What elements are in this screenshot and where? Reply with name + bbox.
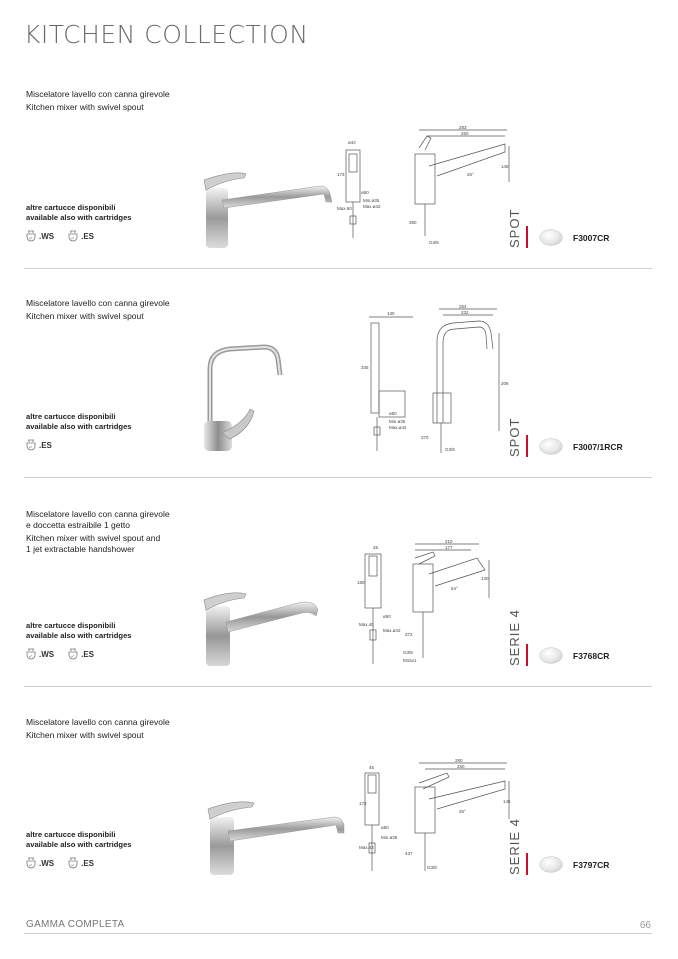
cartridge-icon (66, 229, 80, 243)
technical-drawing (349, 303, 514, 455)
cartridge-icon (66, 647, 80, 661)
dimension-label: 283 (459, 125, 467, 130)
cartridges-label-italian: altre cartucce disponibili (26, 830, 116, 839)
faucet-photo (194, 335, 304, 459)
footer-divider (24, 933, 652, 934)
cartridges-label-italian: altre cartucce disponibili (26, 203, 116, 212)
dimension-label: Max.ø42 (389, 425, 407, 430)
cartridge-icon (24, 856, 38, 870)
dimension-label: Min.ø35 (381, 835, 398, 840)
series-label: SPOT (507, 417, 522, 457)
dimension-label: 145 (501, 164, 509, 169)
dimension-label: 372 (405, 632, 413, 637)
cartridges-label-english: available also with cartridges (26, 422, 132, 431)
cartridge-options (24, 647, 94, 661)
cartridge-options (24, 229, 94, 243)
dimension-label: 280 (455, 758, 463, 763)
description-italian: Miscelatore lavello con canna girevole (26, 89, 170, 99)
product-section (24, 687, 652, 896)
cartridge-option (24, 438, 52, 452)
cartridge-code: .WS (39, 649, 55, 659)
description-english: Kitchen mixer with swivel spout (26, 730, 144, 740)
dimension-label: Min.ø35 (389, 419, 406, 424)
description-italian: Miscelatore lavello con canna girevole e doccetta estraibile 1 getto (26, 509, 170, 530)
cartridge-options (24, 438, 52, 452)
dimension-label: 250 (457, 764, 465, 769)
cartridge-options (24, 856, 94, 870)
cartridge-code: .ES (81, 649, 95, 659)
dimension-label: ø50 (389, 411, 397, 416)
cartridges-label-italian: altre cartucce disponibili (26, 412, 116, 421)
cartridges-label-english: available also with cartridges (26, 631, 132, 640)
chrome-finish-swatch (540, 648, 562, 663)
series-accent-bar (526, 853, 528, 875)
dimension-label: 130 (481, 576, 489, 581)
dimension-label: Max.60 (337, 206, 352, 211)
cartridges-label-italian: altre cartucce disponibili (26, 621, 116, 630)
cartridge-option (66, 647, 94, 661)
series-accent-bar (526, 435, 528, 457)
faucet-photo (194, 160, 344, 250)
page-title: KITCHEN COLLECTION (24, 20, 309, 49)
cartridge-icon (24, 647, 38, 661)
faucet-photo (194, 586, 324, 668)
series-label: SPOT (507, 208, 522, 248)
cartridges-label-english: available also with cartridges (26, 840, 132, 849)
product-section (24, 478, 652, 687)
dimension-label: 210 (445, 539, 453, 544)
dimension-label: 173 (359, 801, 367, 806)
dimension-label: Max.ø42 (363, 204, 381, 209)
series-accent-bar (526, 226, 528, 248)
dimension-label: 177 (445, 545, 453, 550)
product-code: F3007CR (573, 233, 610, 243)
description-english: Kitchen mixer with swivel spout (26, 311, 144, 321)
cartridge-icon (66, 856, 80, 870)
chrome-finish-swatch (540, 857, 562, 872)
description-english: Kitchen mixer with swivel spout (26, 102, 144, 112)
cartridge-option (24, 647, 54, 661)
dimension-label: 180 (357, 580, 365, 585)
series-accent-bar (526, 644, 528, 666)
series-label: SERIE 4 (507, 818, 522, 875)
description-italian: Miscelatore lavello con canna girevole (26, 717, 170, 727)
dimension-label: 437 (405, 851, 413, 856)
dimension-label: G3/8 (445, 447, 455, 452)
technical-drawing (329, 125, 509, 254)
dimension-label: Max.40 (359, 622, 374, 627)
technical-drawing (329, 759, 511, 875)
dimension-label: 254 (459, 304, 467, 309)
description-english: Kitchen mixer with swivel spout and 1 jet extractable handshower (26, 533, 161, 554)
dimension-label: ø50 (383, 614, 391, 619)
dimension-label: 206 (501, 381, 509, 386)
page-number: 66 (639, 920, 651, 931)
dimension-label: G3/8 (403, 650, 413, 655)
product-section (24, 60, 652, 269)
dimension-label: ø50 (361, 190, 369, 195)
dimension-label: Max.ø42 (383, 628, 401, 633)
dimension-label: 232 (461, 310, 469, 315)
cartridge-code: .WS (39, 858, 55, 868)
dimension-label: 54° (451, 586, 458, 591)
product-section (24, 269, 652, 478)
cartridge-icon (24, 229, 38, 243)
technical-drawing (329, 540, 497, 670)
cartridges-label-english: available also with cartridges (26, 213, 132, 222)
cartridge-option (24, 229, 54, 243)
dimension-label: G3/8 (429, 240, 439, 245)
dimension-label: 370 (421, 435, 429, 440)
product-code: F3797CR (573, 860, 610, 870)
cartridge-code: .WS (39, 231, 55, 241)
cartridge-code: .ES (39, 440, 52, 450)
chrome-finish-swatch (540, 439, 562, 454)
dimension-label: 45 (369, 765, 375, 770)
dimension-label: 250 (461, 131, 469, 136)
dimension-label: G3/8 (427, 865, 437, 870)
series-label: SERIE 4 (507, 609, 522, 666)
dimension-label: M15x1 (403, 658, 417, 663)
dimension-label: Min.ø35 (363, 198, 380, 203)
footer-label: GAMMA COMPLETA (26, 919, 125, 930)
dimension-label: 335 (361, 365, 369, 370)
product-code: F3007/1RCR (573, 442, 623, 452)
dimension-label: 380 (409, 220, 417, 225)
cartridge-code: .ES (81, 231, 95, 241)
description-italian: Miscelatore lavello con canna girevole (26, 298, 170, 308)
cartridge-option (24, 856, 54, 870)
dimension-label: 25° (459, 809, 466, 814)
dimension-label: ø50 (381, 825, 389, 830)
cartridge-code: .ES (81, 858, 95, 868)
product-code: F3768CR (573, 651, 610, 661)
cartridge-option (66, 229, 94, 243)
chrome-finish-swatch (540, 230, 562, 245)
cartridge-icon (24, 438, 38, 452)
dimension-label: 173 (337, 172, 345, 177)
dimension-label: Max.42 (359, 845, 374, 850)
faucet-photo (194, 795, 349, 877)
cartridge-option (66, 856, 94, 870)
dimension-label: 145 (503, 799, 511, 804)
dimension-label: 130 (387, 311, 395, 316)
dimension-label: 25° (467, 172, 474, 177)
dimension-label: 45 (373, 545, 379, 550)
dimension-label: ø44 (348, 140, 356, 145)
